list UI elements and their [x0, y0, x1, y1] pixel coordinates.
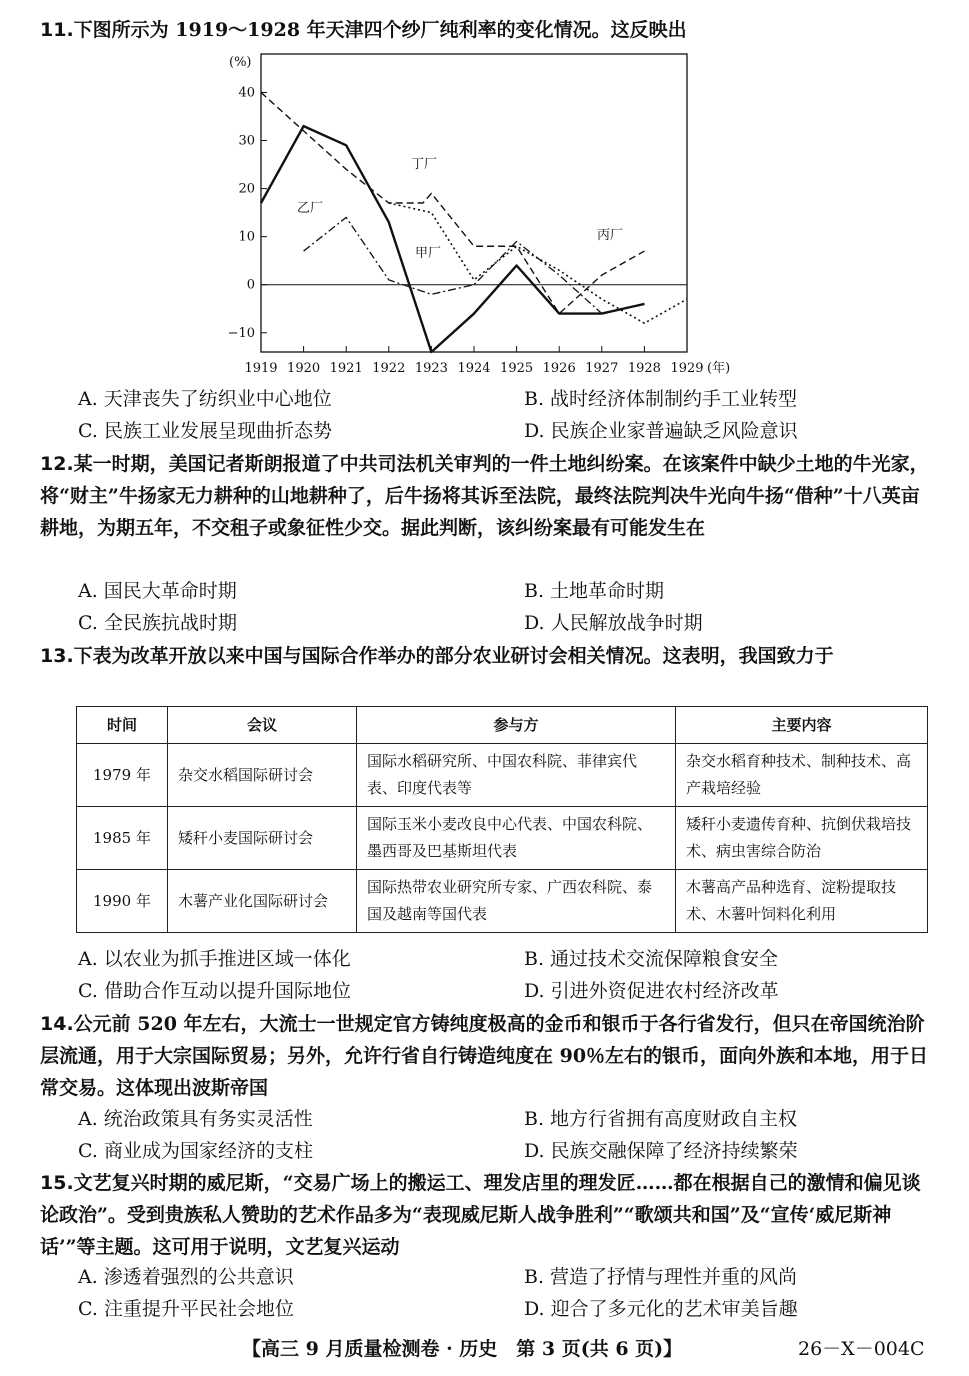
question-stem: 公元前 520 年左右，大流士一世规定官方铸纯度极高的金币和银币于各行省发行，但只在帝国统治阶层流通，用于大宗国际贸易；另外，允许行省自行铸造纯度在 90％左右的银币，面向外族和本地，用于日常交易。这体现出波斯帝国 [40, 1013, 929, 1099]
question-number: 15. [40, 1172, 74, 1194]
option-c[interactable]: C. 商业成为国家经济的支柱 [78, 1140, 313, 1162]
y-tick-label: −10 [227, 325, 255, 341]
question-13 [40, 640, 930, 672]
option-d[interactable]: D. 民族企业家普遍缺乏风险意识 [524, 420, 798, 442]
cell-content: 矮秆小麦遗传育种、抗倒伏栽培技术、病虫害综合防治 [676, 807, 928, 870]
x-tick-label: 1921 [329, 361, 363, 376]
option-c[interactable]: C. 注重提升平民社会地位 [78, 1298, 294, 1320]
option-b[interactable]: B. 营造了抒情与理性并重的风尚 [524, 1266, 798, 1288]
table-header-row [77, 707, 928, 744]
option-b[interactable]: B. 通过技术交流保障粮食安全 [524, 948, 779, 970]
header-participants: 参与方 [357, 707, 676, 744]
x-tick-label: 1925 [500, 361, 534, 376]
question-number: 12. [40, 453, 74, 475]
option-a[interactable]: A. 国民大革命时期 [78, 580, 237, 602]
table-row [77, 807, 928, 870]
option-a[interactable]: A. 天津丧失了纺织业中心地位 [78, 388, 332, 410]
conference-table [76, 706, 928, 933]
question-number: 11. [40, 19, 74, 41]
option-c[interactable]: C. 全民族抗战时期 [78, 612, 237, 634]
series-label-ding: 丁厂 [411, 157, 438, 172]
option-d[interactable]: D. 人民解放战争时期 [524, 612, 703, 634]
table-row [77, 870, 928, 933]
cell-participants: 国际水稻研究所、中国农科院、菲律宾代表、印度代表等 [357, 744, 676, 807]
cell-time: 1985 年 [77, 807, 168, 870]
option-c[interactable]: C. 民族工业发展呈现曲折态势 [78, 420, 332, 442]
y-tick-label: 40 [238, 85, 255, 101]
table-row [77, 744, 928, 807]
question-12 [40, 448, 930, 544]
x-tick-label: 1919 [244, 361, 278, 376]
cell-conference: 矮秆小麦国际研讨会 [168, 807, 357, 870]
series-label-jia: 甲厂 [415, 246, 442, 261]
question-stem: 文艺复兴时期的威尼斯，“交易广场上的搬运工、理发店里的理发匠……都在根据自己的激情和偏见谈论政治”。受到贵族私人赞助的艺术作品多为“表现威尼斯人战争胜利”“歌颂共和国”及“宣传‘威尼斯神话’”等主题。这可用于说明，文艺复兴运动 [40, 1172, 921, 1258]
y-tick-label: 0 [246, 277, 255, 293]
x-tick-label: 1923 [414, 361, 448, 376]
x-tick-label: 1927 [585, 361, 619, 376]
series-lines [261, 92, 687, 352]
plot-frame [261, 54, 687, 352]
x-tick-label: 1924 [457, 361, 491, 376]
cell-time: 1990 年 [77, 870, 168, 933]
option-c[interactable]: C. 借助合作互动以提升国际地位 [78, 980, 351, 1002]
option-d[interactable]: D. 迎合了多元化的艺术审美旨趣 [524, 1298, 798, 1320]
option-a[interactable]: A. 统治政策具有务实灵活性 [78, 1108, 313, 1130]
question-14 [40, 1008, 930, 1104]
question-11 [40, 14, 930, 46]
option-d[interactable]: D. 引进外资促进农村经济改革 [524, 980, 779, 1002]
header-content: 主要内容 [676, 707, 928, 744]
option-d[interactable]: D. 民族交融保障了经济持续繁荣 [524, 1140, 798, 1162]
cell-time: 1979 年 [77, 744, 168, 807]
header-conference: 会议 [168, 707, 357, 744]
cell-conference: 杂交水稻国际研讨会 [168, 744, 357, 807]
series-label-bing: 丙厂 [597, 228, 624, 243]
question-number: 13. [40, 645, 74, 667]
question-stem: 下图所示为 1919～1928 年天津四个纱厂纯利率的变化情况。这反映出 [73, 19, 687, 41]
x-ticks [244, 346, 703, 376]
cell-content: 木薯高产品种选育、淀粉提取技术、木薯叶饲料化利用 [676, 870, 928, 933]
series-label-yi: 乙厂 [297, 201, 324, 216]
y-tick-label: 20 [238, 181, 255, 197]
option-a[interactable]: A. 以农业为抓手推进区域一体化 [78, 948, 351, 970]
x-tick-label: 1929 [670, 361, 704, 376]
cell-content: 杂交水稻育种技术、制种技术、高产栽培经验 [676, 744, 928, 807]
option-a[interactable]: A. 渗透着强烈的公共意识 [78, 1266, 294, 1288]
question-number: 14. [40, 1013, 74, 1035]
y-tick-label: 30 [238, 133, 255, 149]
question-stem: 下表为改革开放以来中国与国际合作举办的部分农业研讨会相关情况。这表明，我国致力于 [73, 645, 834, 667]
x-tick-label: 1928 [627, 361, 661, 376]
cell-participants: 国际玉米小麦改良中心代表、中国农科院、墨西哥及巴基斯坦代表 [357, 807, 676, 870]
x-unit-label: (年) [707, 361, 731, 376]
x-tick-label: 1922 [372, 361, 406, 376]
question-stem: 某一时期，美国记者斯朗报道了中共司法机关审判的一件土地纠纷案。在该案件中缺少土地的牛光家，将“财主”牛扬家无力耕种的山地耕种了，后牛扬将其诉至法院，最终法院判决牛光向牛扬“借种”十八英亩耕地，为期五年，不交租子或象征性少交。据此判断，该纠纷案最有可能发生在 [40, 453, 929, 539]
question-15 [40, 1167, 930, 1263]
x-tick-label: 1920 [287, 361, 321, 376]
y-unit-label: (%) [229, 55, 252, 70]
footer-code: 26－X－004C [798, 1338, 925, 1360]
header-time: 时间 [77, 707, 168, 744]
option-b[interactable]: B. 土地革命时期 [524, 580, 665, 602]
x-tick-label: 1926 [542, 361, 576, 376]
option-b[interactable]: B. 地方行省拥有高度财政自主权 [524, 1108, 798, 1130]
cell-conference: 木薯产业化国际研讨会 [168, 870, 357, 933]
series-line-dash-dot [304, 217, 645, 313]
y-tick-label: 10 [238, 229, 255, 245]
profit-rate-chart [215, 52, 735, 382]
footer-title: 【高三 9 月质量检测卷 · 历史 第 3 页(共 6 页)】 [242, 1338, 683, 1360]
cell-participants: 国际热带农业研究所专家、广西农科院、泰国及越南等国代表 [357, 870, 676, 933]
option-b[interactable]: B. 战时经济体制制约手工业转型 [524, 388, 798, 410]
